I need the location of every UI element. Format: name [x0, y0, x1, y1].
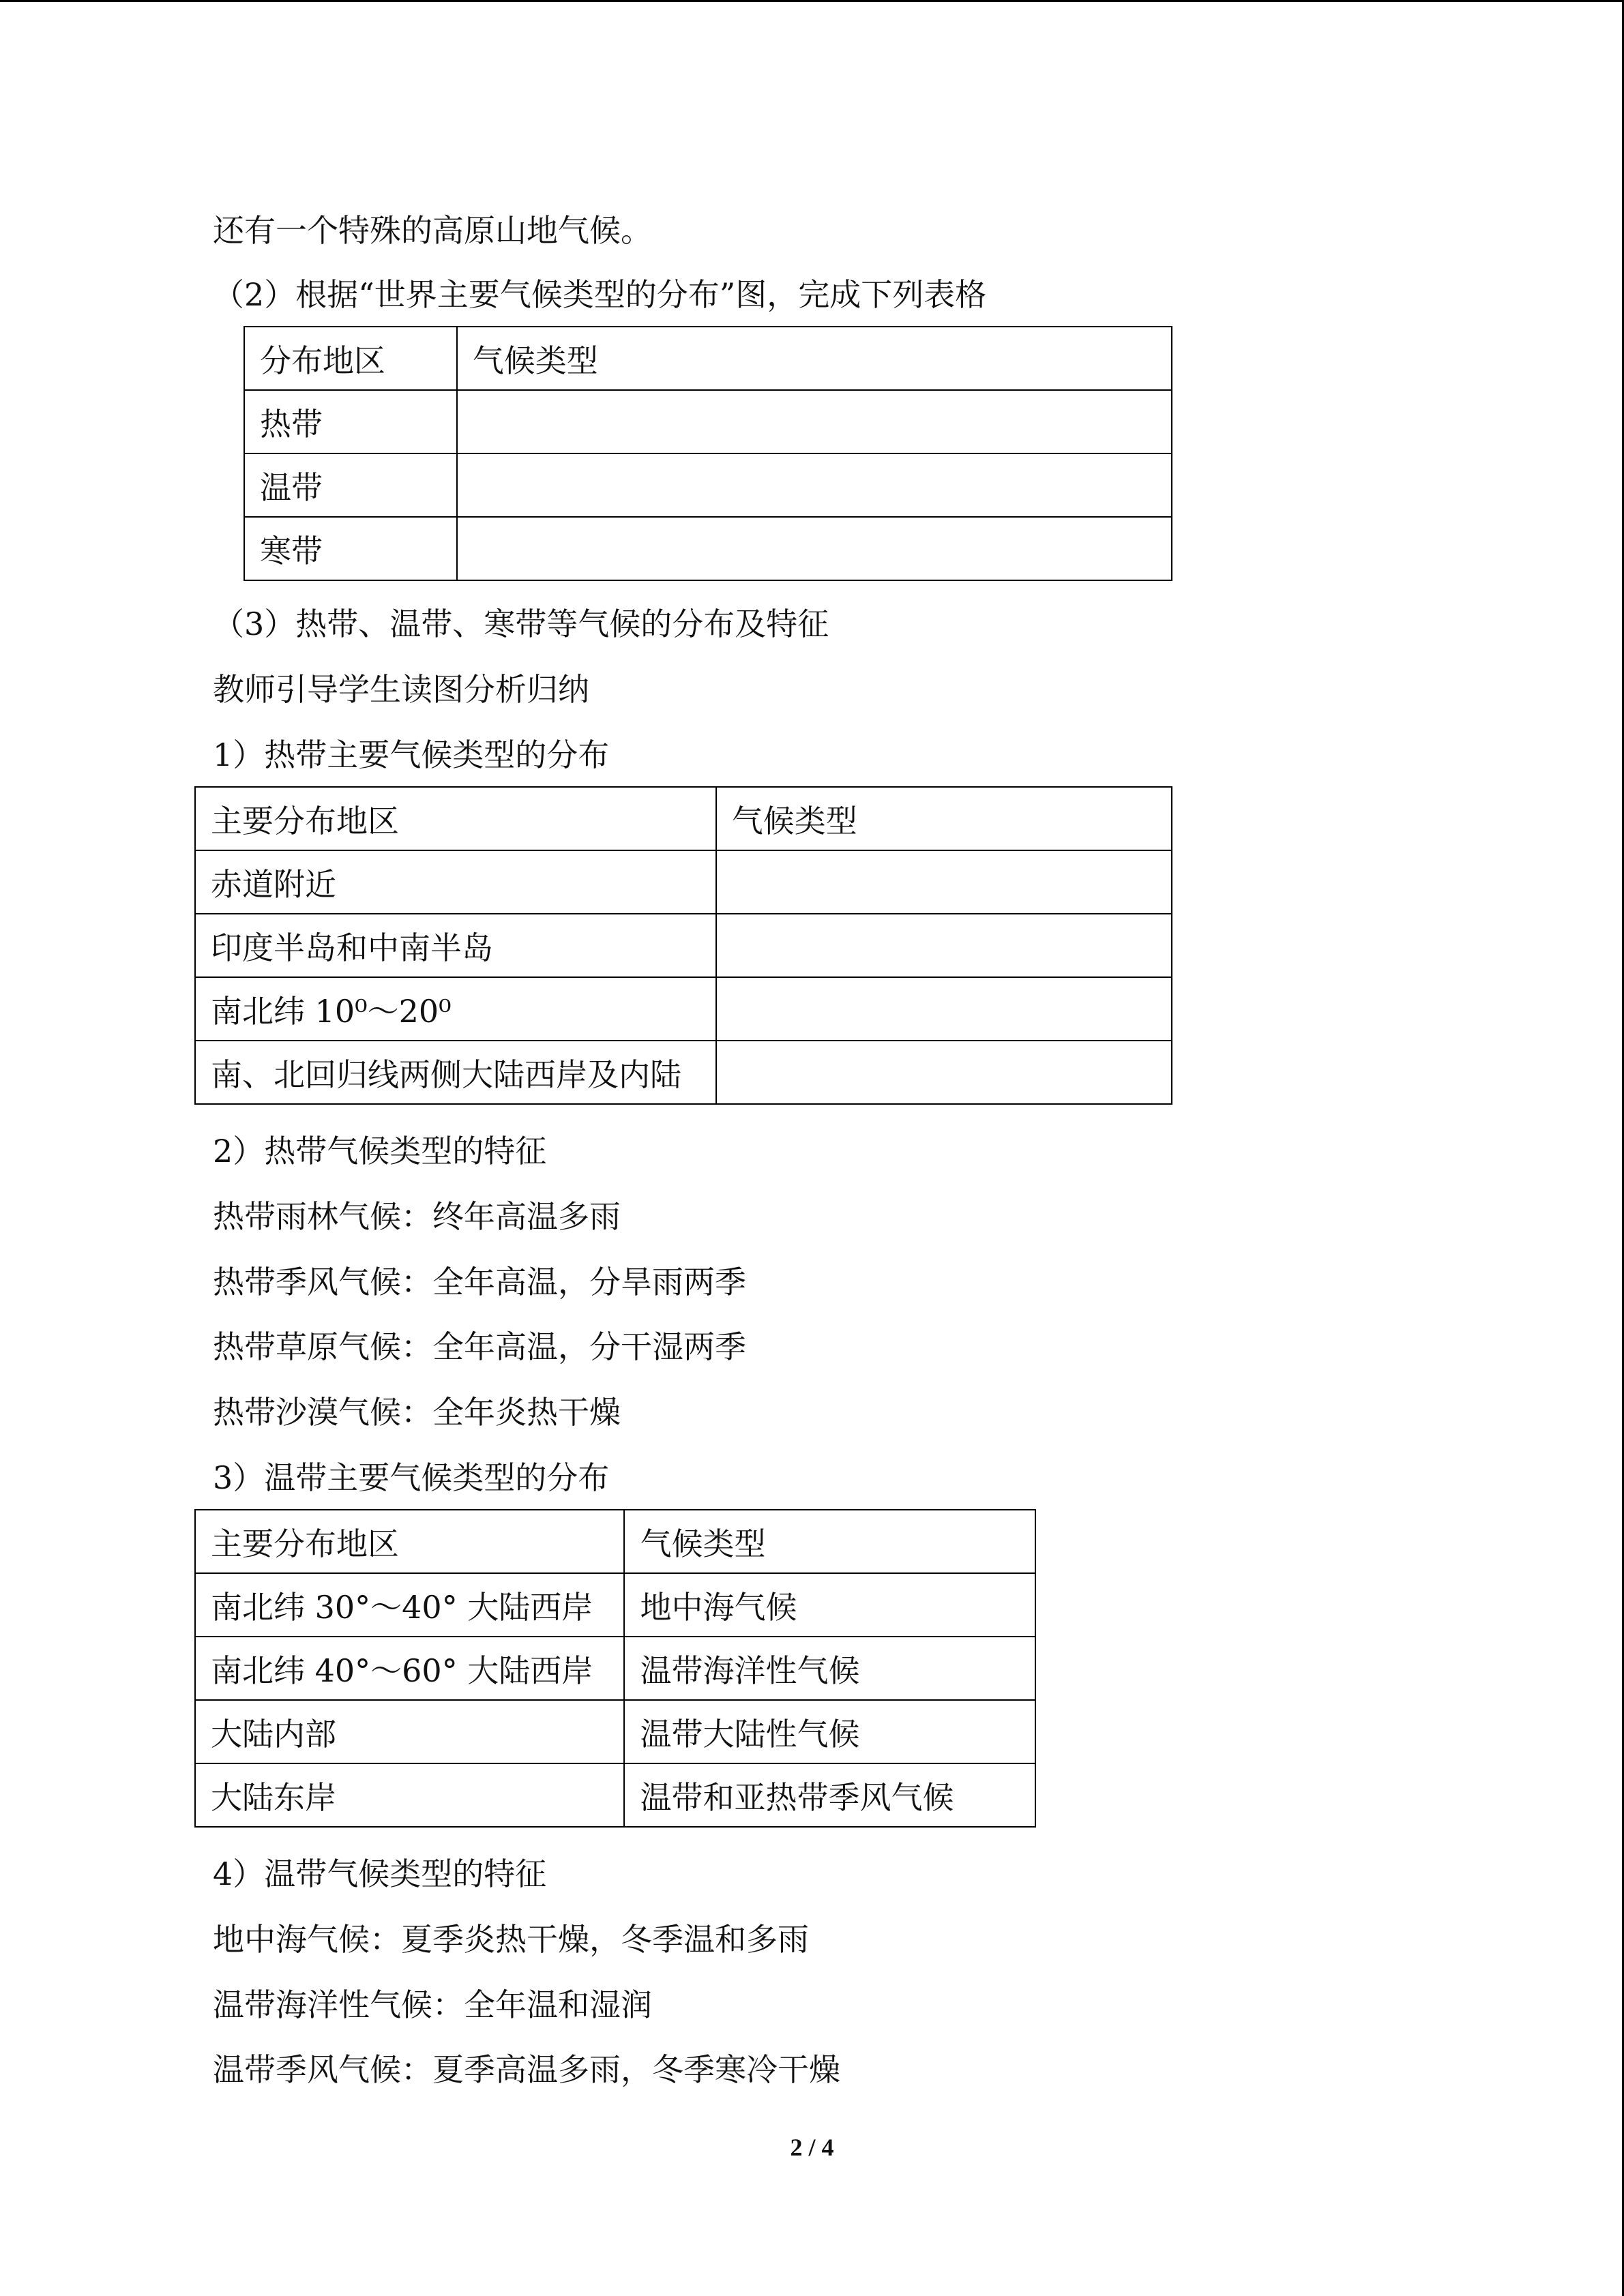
section4-heading: 4）温带气候类型的特征: [213, 1855, 547, 1892]
table-header-cell: 主要分布地区: [195, 1510, 624, 1573]
table-cell: 赤道附近: [195, 850, 716, 914]
page-top-border: [0, 0, 1624, 2]
table-header-cell: 气候类型: [624, 1510, 1035, 1573]
table-row: [244, 453, 1172, 517]
table-cell: 大陆东岸: [195, 1763, 624, 1827]
teacher-line: 教师引导学生读图分析归纳: [213, 671, 589, 708]
q3-heading: （3）热带、温带、寒带等气候的分布及特征: [213, 606, 829, 642]
table-row: [195, 1573, 1035, 1637]
trait-line: 热带草原气候：全年高温，分干湿两季: [213, 1328, 746, 1365]
table-cell: [716, 850, 1172, 914]
table-cell: [716, 1041, 1172, 1104]
table-header-cell: 分布地区: [244, 327, 457, 390]
table-header-row: [195, 1510, 1035, 1573]
table-cell: [716, 914, 1172, 977]
climate-zone-table: [243, 326, 1172, 581]
section3-heading: 3）温带主要气候类型的分布: [213, 1459, 610, 1496]
trait-line: 热带季风气候：全年高温，分旱雨两季: [213, 1264, 746, 1300]
table-header-cell: 气候类型: [457, 327, 1172, 390]
table-row: [195, 914, 1172, 977]
table-row: [244, 517, 1172, 580]
table-header-cell: 气候类型: [716, 787, 1172, 850]
table-cell: 温带大陆性气候: [624, 1700, 1035, 1763]
trait-line: 温带季风气候：夏季高温多雨，冬季寒冷干燥: [213, 2051, 840, 2088]
page-number: 2 / 4: [790, 2134, 834, 2161]
table-cell: 温带和亚热带季风气候: [624, 1763, 1035, 1827]
table-row: [195, 977, 1172, 1041]
table-cell: 南北纬 30°～40° 大陆西岸: [195, 1573, 624, 1637]
table-row: [195, 1700, 1035, 1763]
table-header-cell: 主要分布地区: [195, 787, 716, 850]
table-header-row: [195, 787, 1172, 850]
table-cell: [716, 977, 1172, 1041]
table-cell: 南北纬 10⁰～20⁰: [195, 977, 716, 1041]
table-row: [195, 1041, 1172, 1104]
table-row: [195, 1763, 1035, 1827]
section2-heading: 2）热带气候类型的特征: [213, 1133, 547, 1169]
table-cell: 寒带: [244, 517, 457, 580]
table-cell: [457, 390, 1172, 453]
table-row: [244, 390, 1172, 453]
trait-line: 热带沙漠气候：全年炎热干燥: [213, 1394, 621, 1431]
table-cell: 温带海洋性气候: [624, 1637, 1035, 1700]
trait-line: 地中海气候：夏季炎热干燥，冬季温和多雨: [213, 1921, 809, 1958]
table-row: [195, 1637, 1035, 1700]
table-cell: 温带: [244, 453, 457, 517]
temperate-distribution-table: [194, 1509, 1036, 1828]
table-cell: 印度半岛和中南半岛: [195, 914, 716, 977]
trait-line: 热带雨林气候：终年高温多雨: [213, 1198, 621, 1235]
table-row: [195, 850, 1172, 914]
tropical-distribution-table: [194, 786, 1172, 1105]
q2-heading: （2）根据“世界主要气候类型的分布”图，完成下列表格: [213, 276, 987, 313]
table-cell: 地中海气候: [624, 1573, 1035, 1637]
trait-line: 温带海洋性气候：全年温和湿润: [213, 1986, 652, 2023]
table-cell: 大陆内部: [195, 1700, 624, 1763]
table-cell: 南北纬 40°～60° 大陆西岸: [195, 1637, 624, 1700]
table-cell: 南、北回归线两侧大陆西岸及内陆: [195, 1041, 716, 1104]
table-cell: [457, 453, 1172, 517]
table-header-row: [244, 327, 1172, 390]
table-cell: [457, 517, 1172, 580]
table-cell: 热带: [244, 390, 457, 453]
section1-heading: 1）热带主要气候类型的分布: [213, 736, 610, 773]
intro-line: 还有一个特殊的高原山地气候。: [213, 212, 652, 249]
